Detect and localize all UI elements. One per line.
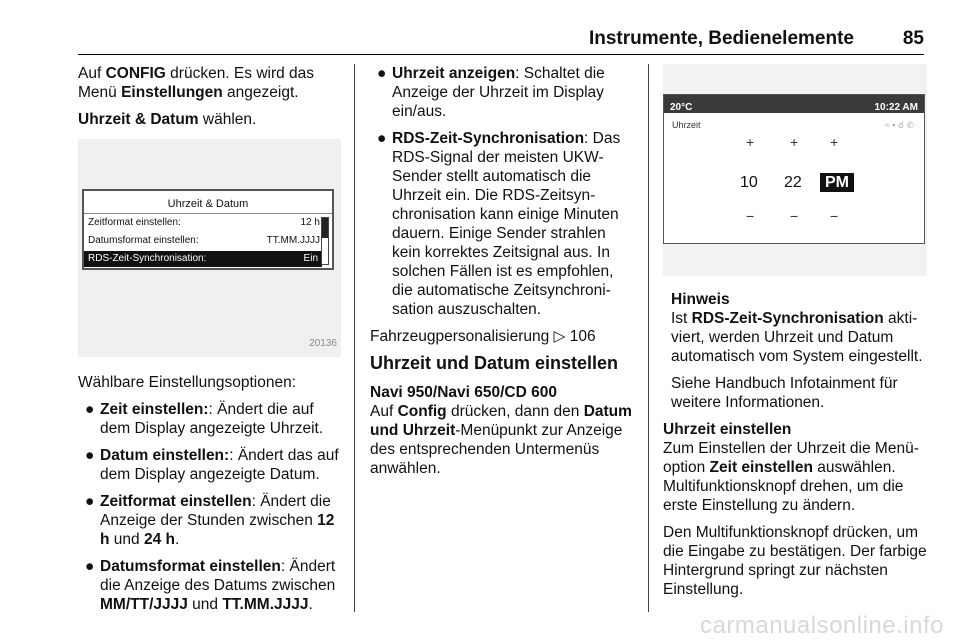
column-divider bbox=[648, 64, 649, 612]
minute-value: 22 bbox=[784, 174, 802, 191]
paragraph: Auf Config drücken, dann den Datum und Uhrzeit-Menüpunkt zur Anzeige des entsprechenden Untermenüs anwählen. bbox=[370, 403, 632, 477]
display-screen bbox=[663, 94, 925, 244]
scrollbar bbox=[321, 217, 329, 265]
subheading: Navi 950/Navi 650/CD 600 bbox=[370, 384, 557, 401]
display-screen bbox=[82, 189, 334, 270]
screen-figure-time-date-menu bbox=[78, 139, 341, 357]
paragraph: Zum Einstellen der Uhrzeit die Menüoption Zeit einstellen auswählen. Multifunktionsknopf drehen, um die erste Einstellung zu ändern. bbox=[663, 440, 919, 514]
paragraph: Auf CONFIG drücken. Es wird das Menü Einstellungen angezeigt. bbox=[78, 65, 315, 101]
paragraph: Siehe Handbuch Infotainment für weitere Informationen. bbox=[671, 375, 898, 411]
list-item: ● RDS-Zeit-Synchronisation: Das RDS-Signal der meisten UKW-Sender stellt automatisch die Uhrzeit ein. Die RDS-Zeitsynchronisation kann einige Minuten dauern. Einige Sender strahlen kein korrektes Zeitsignal aus. In solchen Fällen ist es empfohlen, die automatische Zeitsynchronisation auszuschalten. bbox=[377, 130, 621, 318]
decrease-minute-icon: − bbox=[790, 208, 799, 224]
list-item: ● Uhrzeit anzeigen: Schaltet die Anzeige der Uhrzeit im Display ein/aus. bbox=[377, 65, 605, 120]
column-3 bbox=[663, 64, 928, 607]
note-box bbox=[663, 290, 928, 412]
status-bar bbox=[664, 95, 924, 113]
increase-hour-icon: + bbox=[746, 134, 755, 150]
list-item: ● Zeitformat einstellen: Ändert die Anzeige der Stunden zwischen 12 h und 24 h. bbox=[85, 493, 335, 548]
page-header bbox=[78, 28, 924, 55]
list-item: ● Datumsformat einstellen: Ändert die Anzeige des Datums zwischen MM/TT/JJJJ und TT.MM.JJJJ. bbox=[85, 558, 336, 613]
hour-value: 10 bbox=[740, 174, 758, 191]
header-title: Instrumente, Bedienelemente bbox=[588, 28, 854, 49]
menu-row: Zeitformat einstellen: 12 h bbox=[88, 217, 320, 228]
decrease-ampm-icon: − bbox=[830, 208, 839, 224]
ampm-value: PM bbox=[820, 173, 854, 192]
screen-figure-set-time bbox=[663, 64, 927, 276]
figure-number: 20136 bbox=[309, 338, 337, 349]
column-divider bbox=[354, 64, 355, 612]
status-icons: ≈ ▪ ☌ ✆ bbox=[884, 120, 914, 130]
section-heading: Uhrzeit und Datum einstellen bbox=[370, 353, 619, 373]
screen-label: Uhrzeit bbox=[672, 120, 701, 130]
paragraph: Wählbare Einstellungsoptionen: bbox=[78, 374, 296, 391]
increase-ampm-icon: + bbox=[830, 134, 839, 150]
clock: 10:22 AM bbox=[874, 102, 918, 113]
note-title: Hinweis bbox=[671, 291, 730, 308]
subheading: Uhrzeit einstellen bbox=[663, 421, 792, 438]
temperature: 20°C bbox=[670, 102, 693, 113]
list-item: ● Zeit einstellen:: Ändert die auf dem Display angezeigte Uhrzeit. bbox=[85, 401, 324, 437]
cross-reference: Fahrzeugpersonalisierung ▷ 106 bbox=[370, 328, 596, 345]
column-2 bbox=[370, 64, 638, 486]
list-item: ● Datum einstellen:: Ändert das auf dem Display angezeigte Datum. bbox=[85, 447, 339, 483]
column-1 bbox=[78, 64, 343, 622]
reference-arrow-icon: ▷ bbox=[553, 328, 566, 345]
decrease-hour-icon: − bbox=[746, 208, 755, 224]
paragraph: Ist RDS-Zeit-Synchronisation aktiviert, werden Uhrzeit und Datum automatisch vom System eingestellt. bbox=[671, 310, 923, 365]
menu-row-selected: RDS-Zeit-Synchronisation: Ein bbox=[84, 251, 322, 267]
menu-row: Datumsformat einstellen: TT.MM.JJJJ bbox=[88, 235, 320, 246]
paragraph: Uhrzeit & Datum wählen. bbox=[78, 111, 257, 128]
watermark: carmanualsonline.info bbox=[700, 612, 944, 639]
increase-minute-icon: + bbox=[790, 134, 799, 150]
paragraph: Den Multifunktionsknopf drücken, um die Eingabe zu bestätigen. Der farbige Hintergrund springt zur nächsten Einstellung. bbox=[663, 524, 927, 598]
menu-title: Uhrzeit & Datum bbox=[84, 191, 332, 214]
page-number: 85 bbox=[902, 28, 924, 49]
